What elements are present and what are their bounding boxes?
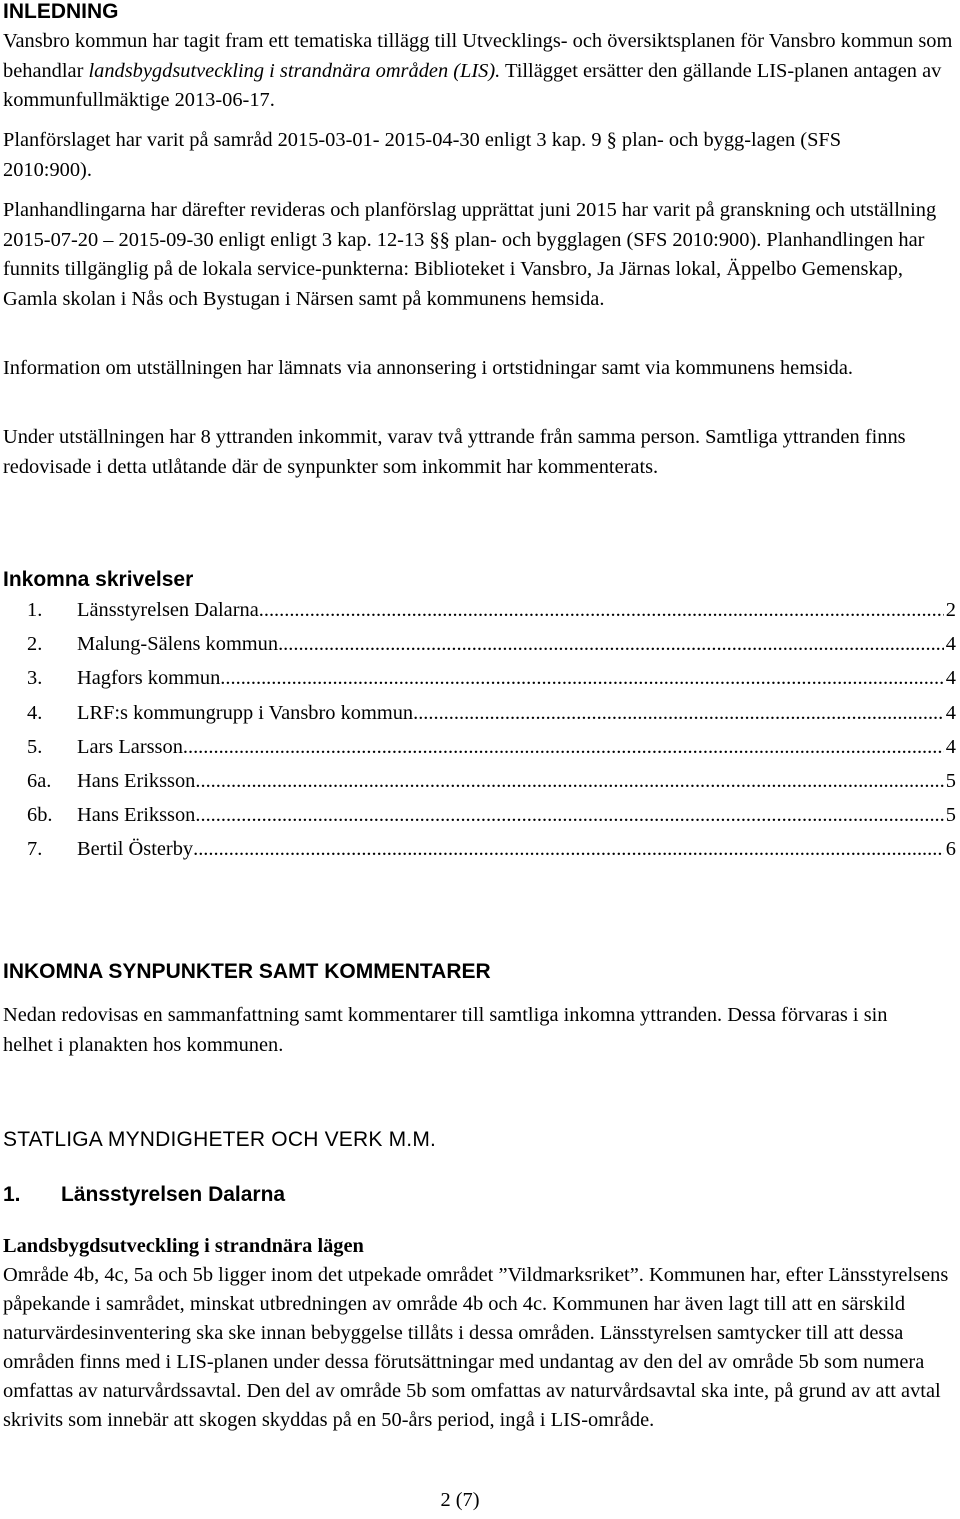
toc-item-number: 5.	[27, 735, 43, 758]
toc-item-page: 5	[945, 804, 956, 827]
toc-item	[27, 834, 956, 864]
toc-item-leader	[183, 732, 944, 762]
toc-item-label: LRF:s kommungrupp i Vansbro kommun	[77, 701, 414, 724]
toc-item	[27, 732, 956, 762]
toc-item-page: 4	[945, 667, 956, 690]
intro-paragraph-5: Under utställningen har 8 yttranden inkommit, varav två yttrande från samma person. Samtliga yttranden finns redovisade i detta utlåtande där de synpunkter som inkommit har kommenterats.	[3, 426, 906, 478]
intro-p1-text: Vansbro kommun har tagit fram ett tematiska tillägg till Utvecklings- och översiktsplanen för Vansbro kommun som behandlar	[3, 30, 953, 82]
intro-paragraph-4: Information om utställningen har lämnats via annonsering i ortstidningar samt via kommunens hemsida.	[3, 357, 854, 379]
toc-item-number: 6b.	[27, 804, 53, 827]
toc-item-page: 4	[945, 633, 956, 656]
toc-item-number: 2.	[27, 633, 43, 656]
toc-item-label: Lars Larsson	[77, 735, 183, 758]
toc-heading: Inkomna skrivelser	[3, 568, 194, 591]
topic-heading: Landsbygdsutveckling i strandnära lägen	[3, 1235, 364, 1257]
toc-item-number: 1.	[27, 599, 43, 621]
toc-item-page: 4	[945, 735, 956, 758]
toc-item	[27, 663, 956, 693]
statliga-paragraph: Område 4b, 4c, 5a och 5b ligger inom det utpekade området ”Vildmarksriket”. Kommunen har, efter Länsstyrelsens påpekande i samrådet, minskat utbredningen av område 4b och 4c. Kommunen har även lagt till att en särskild naturvärdesinventering ska ske innan bebyggelse tillåts i dessa områden. Länsstyrelsen samtycker till att dessa områden finns med i LIS-planen under dessa förutsättningar med undantag av den del av område 5b som numera omfattas av naturvårdssavtal. Den del av område 5b som omfattas av naturvårdsavtal ska inte, på grund av att avtal skrivits som innebär att skogen skyddas på en 50-års period, ingå i LIS-område.	[3, 1264, 949, 1431]
toc-item-number: 3.	[27, 667, 43, 690]
toc-item	[27, 800, 956, 830]
toc-item-leader	[195, 800, 943, 830]
toc-item-label: Hans Eriksson	[77, 804, 196, 827]
toc-item-page: 4	[945, 701, 956, 724]
toc-item-leader	[259, 595, 944, 625]
toc-item	[27, 595, 956, 625]
toc-item-page: 2	[945, 599, 956, 621]
toc-item-leader	[413, 698, 944, 728]
page-number: 2 (7)	[440, 1489, 480, 1511]
toc-item-leader	[193, 834, 944, 864]
toc-item-number: 7.	[27, 838, 43, 861]
synpunkter-paragraph: Nedan redovisas en sammanfattning samt kommentarer till samtliga inkomna yttranden. Dessa förvaras i sin helhet i planakten hos kommunen.	[3, 1004, 888, 1056]
toc-item-leader	[220, 663, 944, 693]
toc-item-page: 5	[945, 770, 956, 792]
intro-p1-italic: landsbygdsutveckling i strandnära områden (LIS).	[88, 59, 501, 82]
intro-paragraph-2: Planförslaget har varit på samråd 2015-03-01- 2015-04-30 enligt 3 kap. 9 § plan- och bygg-lagen (SFS 2010:900).	[3, 129, 842, 181]
toc-item-number: 6a.	[27, 770, 52, 792]
toc-item-leader	[278, 629, 944, 659]
toc-item	[27, 766, 956, 796]
section-1-heading	[3, 1183, 285, 1207]
toc-item-page: 6	[945, 838, 956, 861]
intro-heading: INLEDNING	[3, 0, 119, 23]
statliga-heading: STATLIGA MYNDIGHETER OCH VERK M.M.	[3, 1128, 437, 1151]
toc-item	[27, 698, 956, 728]
intro-p1-text-end: Tillägget ersätter den gällande LIS-planen antagen av kommunfullmäktige 2013-06-17.	[3, 59, 942, 111]
section-1-title: Länsstyrelsen Dalarna	[61, 1183, 286, 1206]
section-1-number: 1.	[3, 1183, 21, 1206]
toc-item	[27, 629, 956, 659]
intro-paragraph-1	[3, 27, 955, 116]
toc-item-label: Malung-Sälens kommun	[77, 633, 279, 656]
toc-item-label: Länsstyrelsen Dalarna	[77, 599, 259, 621]
toc-item-label: Hans Eriksson	[77, 770, 196, 792]
toc-item-number: 4.	[27, 701, 43, 724]
synpunkter-heading: INKOMNA SYNPUNKTER SAMT KOMMENTARER	[3, 960, 491, 983]
intro-paragraph-3: Planhandlingarna har därefter revideras och planförslag upprättat juni 2015 har varit på granskning och utställning 2015-07-20 – 2015-09-30 enligt enligt 3 kap. 12-13 §§ plan- och bygglagen (SFS 2010:900). Planhandlingen har funnits tillgänglig på de lokala service-punkterna: Biblioteket i Vansbro, Ja Järnas lokal, Äppelbo Gemenskap, Gamla skolan i Nås och Bystugan i Närsen samt på kommunens hemsida.	[3, 199, 937, 310]
toc-item-leader	[195, 766, 943, 796]
toc-item-label: Bertil Österby	[77, 838, 194, 861]
toc-item-label: Hagfors kommun	[77, 667, 221, 690]
